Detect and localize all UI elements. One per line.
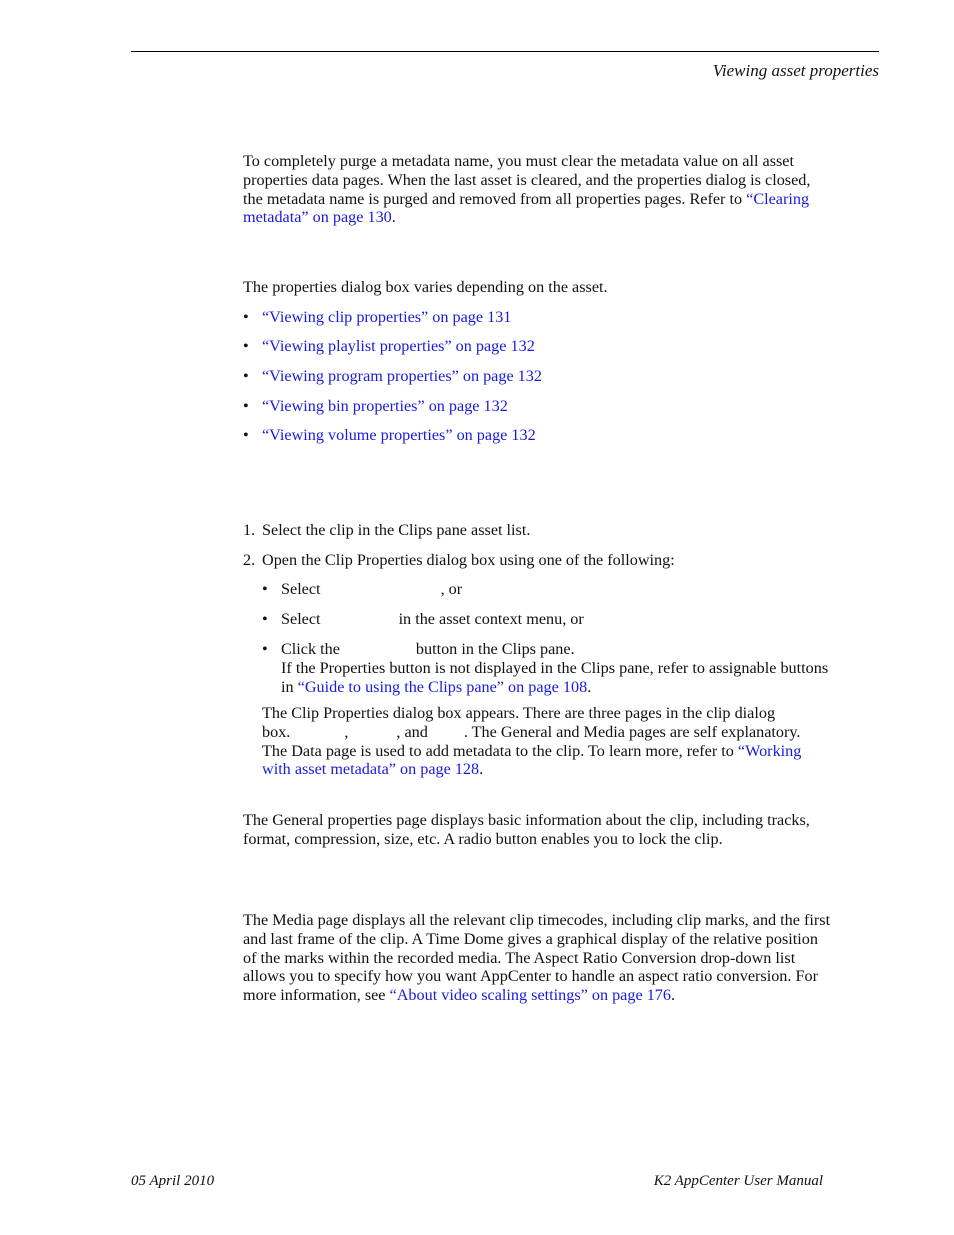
option-text: button in the Clips pane. (415, 640, 575, 658)
running-head: Viewing asset properties (712, 61, 879, 80)
dialog-text: , (344, 722, 349, 741)
dialog-text: box. (262, 722, 291, 741)
option-item (262, 580, 832, 599)
option-text: in the asset context menu, or (398, 610, 584, 628)
working-with-metadata-link[interactable]: “Working with asset metadata” on page 128 (262, 741, 802, 779)
option-text: Select (281, 580, 321, 598)
purge-text: To completely purge a metadata name, you must clear the metadata value on all asset properties data pages. When the last asset is cleared, and the properties dialog is closed, the metadata name is purged and removed from all properties pages. Refer to (243, 152, 811, 208)
dialog-text: , and (396, 722, 428, 741)
list-item (243, 337, 535, 356)
clearing-metadata-link[interactable]: “Clearing metadata” on page 130 (243, 189, 810, 227)
option-item (262, 640, 832, 696)
list-item (243, 367, 542, 386)
step-text: Select the clip in the Clips pane asset list. (262, 521, 531, 539)
bullet-icon: • (243, 308, 249, 326)
step-text: Open the Clip Properties dialog box using one of the following: (262, 551, 675, 569)
list-item (243, 426, 536, 445)
dialog-end: . (479, 760, 484, 779)
step-1 (243, 521, 530, 540)
intro-paragraph: The properties dialog box varies depending on the asset. (243, 278, 608, 296)
footer-title: K2 AppCenter User Manual (653, 1173, 823, 1189)
list-item (243, 397, 508, 416)
option-text: , or (440, 580, 463, 598)
dialog-text: . The General and Media pages are self explanatory. (463, 722, 801, 741)
media-end: . (670, 986, 676, 1005)
purge-end: . (391, 208, 396, 227)
bullet-icon: • (262, 610, 268, 628)
viewing-volume-properties-link[interactable]: “Viewing volume properties” on page 132 (262, 426, 536, 444)
guide-clips-pane-link[interactable]: “Guide to using the Clips pane” on page 108 (297, 677, 588, 696)
video-scaling-link[interactable]: “About video scaling settings” on page 176 (389, 986, 671, 1005)
viewing-bin-properties-link[interactable]: “Viewing bin properties” on page 132 (262, 397, 508, 415)
purge-paragraph (243, 152, 833, 227)
header-rule (131, 51, 879, 52)
bullet-icon: • (243, 426, 249, 444)
viewing-program-properties-link[interactable]: “Viewing program properties” on page 132 (262, 367, 542, 385)
option-note: If the Properties button is not displayed in the Clips pane, refer to assignable buttons in (281, 658, 829, 696)
dialog-text: The Data page is used to add metadata to the clip. To learn more, refer to (262, 741, 738, 760)
bullet-icon: • (243, 337, 249, 355)
general-paragraph: The General properties page displays basic information about the clip, including tracks, format, compression, size, etc. A radio button enables you to lock the clip. (243, 811, 810, 848)
list-item (243, 308, 511, 327)
bullet-icon: • (243, 397, 249, 415)
media-paragraph (243, 911, 833, 1005)
bullet-icon: • (262, 640, 268, 658)
dialog-text: The Clip Properties dialog box appears. There are three pages in the clip dialog (262, 704, 776, 722)
step-2 (243, 551, 675, 570)
bullet-icon: • (243, 367, 249, 385)
option-text: Select (281, 610, 321, 628)
step-number: 2. (243, 551, 256, 569)
footer-date: 05 April 2010 (131, 1173, 215, 1189)
media-text: The Media page displays all the relevant clip timecodes, including clip marks, and the first and last frame of the clip. A Time Dome gives a graphical display of the relative position of the marks within the recorded media. The Aspect Ratio Conversion drop-down list allows you to specify how you want AppCenter to handle an aspect ratio conversion. For more information, see (243, 911, 831, 1005)
option-text: Click the (281, 640, 340, 658)
viewing-playlist-properties-link[interactable]: “Viewing playlist properties” on page 132 (262, 337, 535, 355)
option-note-end: . (587, 677, 592, 696)
bullet-icon: • (262, 580, 268, 598)
option-item (262, 610, 832, 629)
viewing-clip-properties-link[interactable]: “Viewing clip properties” on page 131 (262, 308, 512, 326)
dialog-paragraph (262, 704, 832, 779)
step-number: 1. (243, 521, 256, 539)
